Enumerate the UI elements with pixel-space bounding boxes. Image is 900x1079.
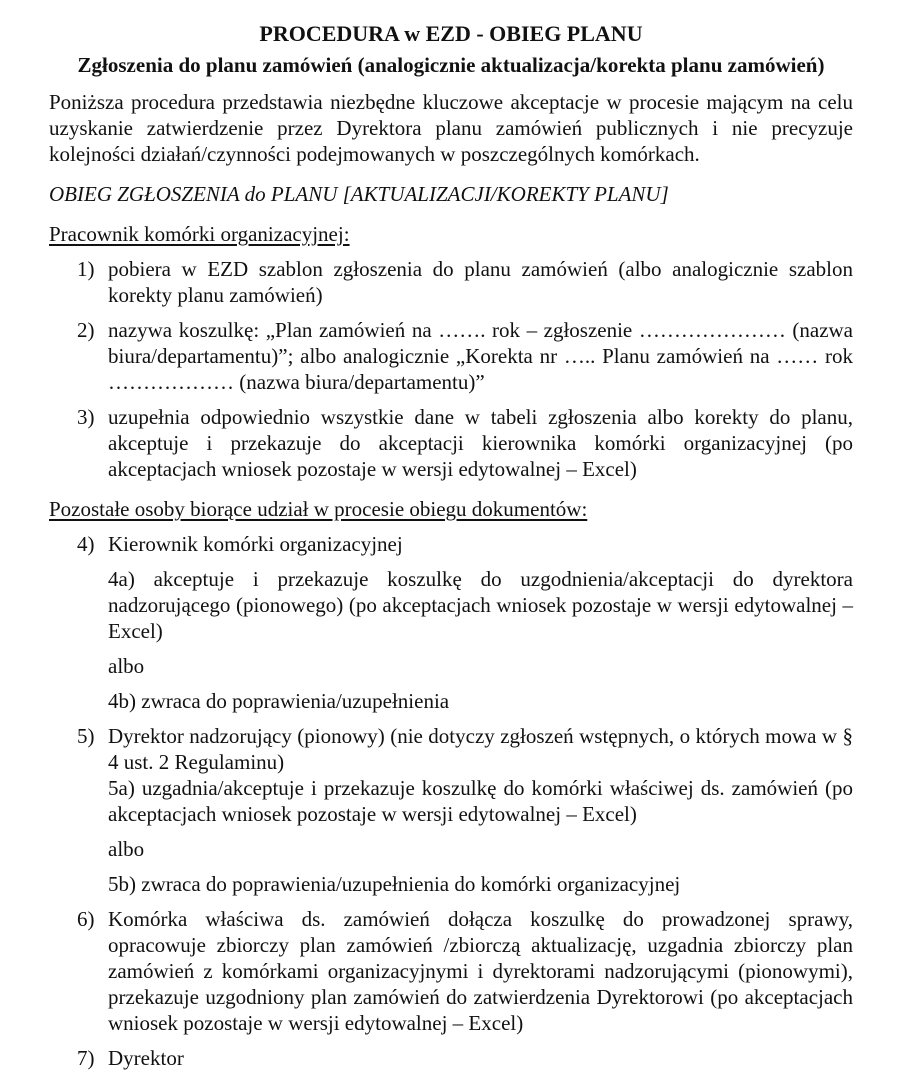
- item-subparagraph-5b: 5b) zwraca do poprawienia/uzupełnienia do komórki organizacyjnej: [108, 872, 681, 896]
- item-body: [108, 531, 853, 714]
- item-number: 7): [77, 1046, 95, 1070]
- item-number: 6): [77, 907, 95, 931]
- item-number: 1): [77, 257, 95, 281]
- item-body: [108, 256, 853, 308]
- item-paragraph: Kierownik komórki organizacyjnej: [108, 532, 403, 556]
- item-body: [108, 317, 853, 395]
- item-body: [108, 404, 853, 482]
- item-paragraph: Komórka właściwa ds. zamówień dołącza koszulkę do prowadzonej sprawy, opracowuje zbiorczy plan zamówień /zbiorczą aktualizację, uzgadnia zbiorczy plan zamówień z komórkami organizacyjnymi i dyrektorami nadzorującymi (pionowymi), przekazuje uzgodniony plan zamówień do zatwierdzenia Dyrektorowi (po akceptacjach wniosek pozostaje w wersji edytowalnej – Excel): [108, 907, 853, 1035]
- intro-paragraph: Poniższa procedura przedstawia niezbędne kluczowe akceptacje w procesie mającym na celu uzyskanie zatwierdzenie przez Dyrektora planu zamówień publicznych i nie precyzuje kolejności działań/czynności podejmowanych w poszczególnych komórkach.: [49, 90, 853, 166]
- item-paragraph: Dyrektor nadzorujący (pionowy) (nie dotyczy zgłoszeń wstępnych, o których mowa w § 4 ust. 2 Regulaminu): [108, 724, 853, 774]
- item-body: [108, 1045, 853, 1071]
- item-number: 2): [77, 318, 95, 342]
- list-item-5: [49, 723, 853, 897]
- list-item-2: [49, 317, 853, 395]
- item-paragraph: nazywa koszulkę: „Plan zamówień na ……. rok – zgłoszenie ………………… (nazwa biura/departamentu)”; albo analogicznie „Korekta nr ….. Planu zamówień na …… rok ……………… (nazwa biura/departamentu)”: [108, 318, 853, 394]
- item-number: 5): [77, 724, 95, 748]
- item-number: 4): [77, 532, 95, 556]
- list-item-1: [49, 256, 853, 308]
- list-item-7: [49, 1045, 853, 1071]
- item-paragraph: Dyrektor: [108, 1046, 184, 1070]
- item-paragraph: uzupełnia odpowiednio wszystkie dane w tabeli zgłoszenia albo korekty do planu, akceptuje i przekazuje do akceptacji kierownika komórki organizacyjnej (po akceptacjach wniosek pozostaje w wersji edytowalnej – Excel): [108, 405, 853, 481]
- item-body: [108, 906, 853, 1036]
- item-connector-albo: albo: [108, 654, 145, 678]
- item-subparagraph-4b: 4b) zwraca do poprawienia/uzupełnienia: [108, 689, 450, 713]
- flow-section-heading: OBIEG ZGŁOSZENIA do PLANU [AKTUALIZACJI/KOREKTY PLANU]: [49, 182, 669, 206]
- item-subparagraph-4a: 4a) akceptuje i przekazuje koszulkę do uzgodnienia/akceptacji do dyrektora nadzorującego (pionowego) (po akceptacjach wniosek pozostaje w wersji edytowalnej – Excel): [108, 567, 853, 643]
- list-item-4: [49, 531, 853, 714]
- list-item-6: [49, 906, 853, 1036]
- part1-heading: Pracownik komórki organizacyjnej:: [49, 222, 350, 246]
- list-item-3: [49, 404, 853, 482]
- document-subtitle: Zgłoszenia do planu zamówień (analogicznie aktualizacja/korekta planu zamówień): [77, 53, 825, 77]
- document-title: PROCEDURA w EZD - OBIEG PLANU: [259, 21, 643, 46]
- item-body: [108, 723, 853, 897]
- part2-heading: Pozostałe osoby biorące udział w procesie obiegu dokumentów:: [49, 497, 588, 521]
- item-paragraph: pobiera w EZD szablon zgłoszenia do planu zamówień (albo analogicznie szablon korekty planu zamówień): [108, 257, 853, 307]
- item-connector-albo: albo: [108, 837, 145, 861]
- item-number: 3): [77, 405, 95, 429]
- item-subparagraph-5a: 5a) uzgadnia/akceptuje i przekazuje koszulkę do komórki właściwej ds. zamówień (po akceptacjach wniosek pozostaje w wersji edytowalnej – Excel): [108, 776, 853, 826]
